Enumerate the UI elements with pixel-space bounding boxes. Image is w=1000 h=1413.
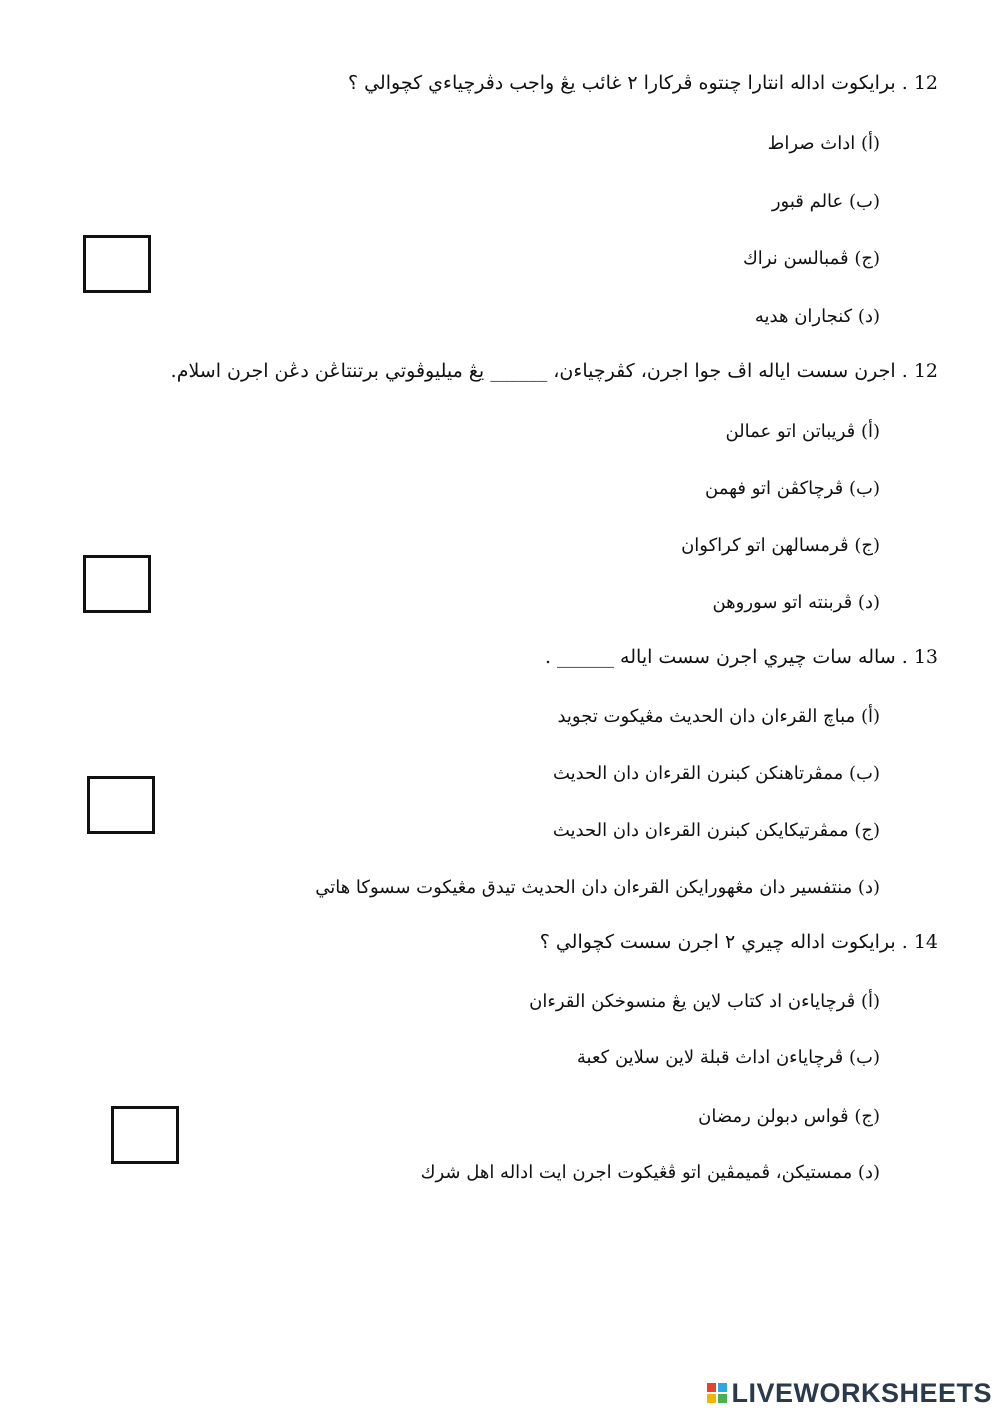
question-2-answer-box[interactable] (83, 555, 151, 613)
question-3-answer-box[interactable] (87, 776, 155, 834)
question-4-text: 14 . برايكوت اداله چيري ٢ اجرن سست كچوالي ؟ (539, 931, 938, 953)
question-2-option-c: (ج) ڤرمسالهن اتو كراكوان (681, 535, 880, 556)
question-3-text: 13 . ساله سات چيري اجرن سست اياله ______ . (544, 646, 938, 668)
question-4-answer-box[interactable] (111, 1106, 179, 1164)
logo-square-blue (718, 1383, 727, 1392)
question-1-option-d: (د) كنجاران هديه (754, 306, 880, 327)
question-1-option-c: (ج) ڤمبالسن نراك (742, 248, 880, 269)
question-2-text: 12 . اجرن سست اياله اڤ جوا اجرن، كڤرچياءن، ______ يڠ ميليوڤوتي برتنتاڠن دڠن اجرن اسلام. (170, 360, 938, 382)
logo-square-green (718, 1394, 727, 1403)
question-4-option-d: (د) ممستيكن، ڤميمڤين اتو ڤڠيكوت اجرن ايت اداله اهل شرك (420, 1162, 880, 1183)
question-4-option-a: (أ) ڤرچاياءن اد كتاب لاين يڠ منسوخكن القرءان (529, 991, 880, 1012)
question-1-answer-box[interactable] (83, 235, 151, 293)
question-3-option-b: (ب) ممڤرتاهنكن كبنرن القرءان دان الحديث (552, 763, 880, 784)
question-1-text: 12 . برايكوت اداله انتارا چنتوه ڤركارا ٢ غائب يڠ واجب دڤرچياءي كچوالي ؟ (347, 72, 938, 94)
logo-square-yellow (707, 1394, 716, 1403)
question-2-option-d: (د) ڤربنته اتو سوروهن (712, 592, 880, 613)
question-4-option-b: (ب) ڤرچاياءن اداث قبلة لاين سلاين كعبة (576, 1047, 880, 1068)
brand-wordmark: LIVEWORKSHEETS (731, 1377, 992, 1408)
question-3-option-a: (أ) مباچ القرءان دان الحديث مڠيكوت تجويد (557, 706, 880, 727)
question-1-option-b: (ب) عالم قبور (771, 191, 880, 212)
question-3-option-c: (ج) ممڤرتيكايكن كبنرن القرءان دان الحديث (552, 820, 880, 841)
logo-square-red (707, 1383, 716, 1392)
question-1-option-a: (أ) اداث صراط (767, 133, 880, 154)
question-2-option-b: (ب) ڤرچاكڤن اتو فهمن (705, 478, 880, 499)
question-2-option-a: (أ) ڤريباتن اتو عمالن (725, 421, 880, 442)
question-4-option-c: (ج) ڤواس دبولن رمضان (698, 1106, 880, 1127)
brand-footer (707, 1379, 992, 1407)
question-3-option-d: (د) منتفسير دان مڠهورايكن القرءان دان الحديث تيدق مڠيكوت سسوكا هاتي (315, 877, 880, 898)
liveworksheets-logo-icon (707, 1383, 727, 1403)
